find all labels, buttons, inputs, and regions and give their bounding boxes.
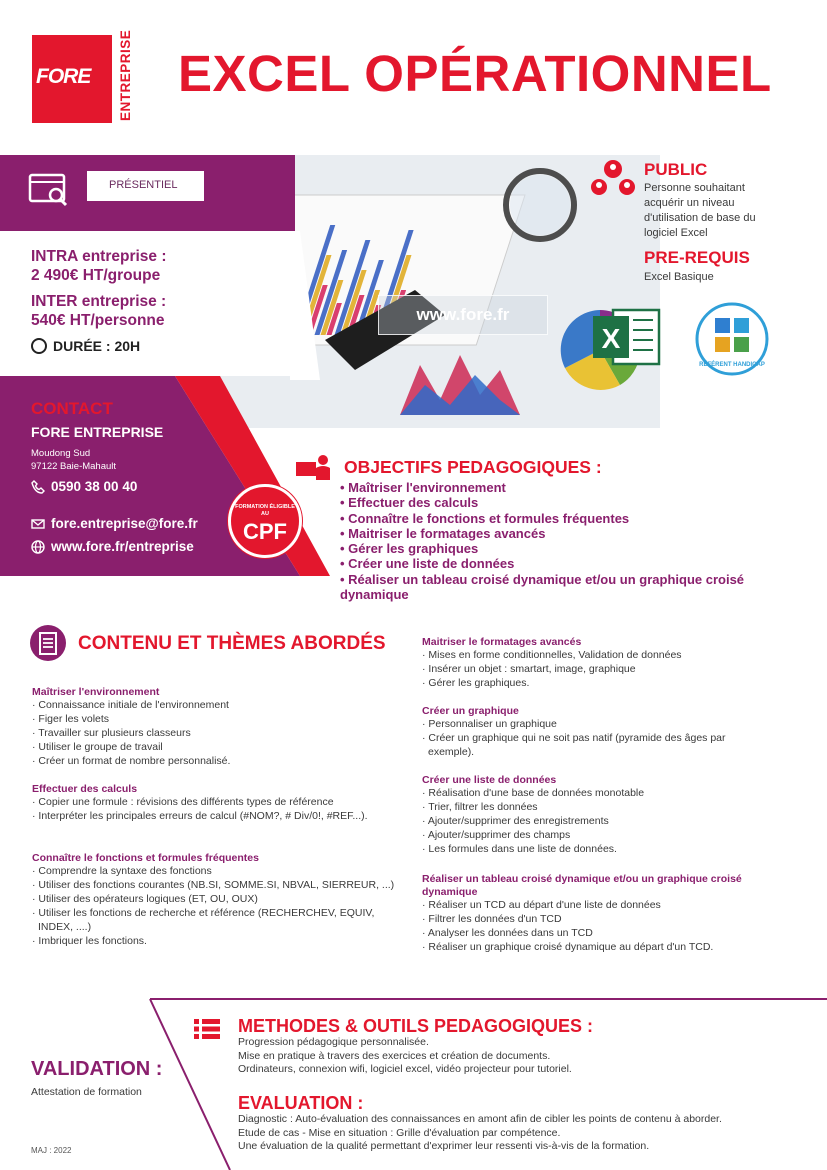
contenu-item: · Gérer les graphiques. — [422, 677, 807, 691]
contenu-item: · Personnaliser un graphique — [422, 718, 762, 732]
contenu-item: · Créer un graphique qui ne soit pas natif (pyramide des âges par exemple). — [422, 732, 762, 760]
duration-text: DURÉE : 20H — [53, 338, 141, 354]
contenu-item: · Imbriquer les fonctions. — [32, 935, 397, 949]
contenu-heading: Réaliser un tableau croisé dynamique et/ou un graphique croisé dynamique — [422, 873, 742, 898]
handicap-badge-text: RÉFÉRENT HANDICAP — [699, 362, 765, 368]
phone-number: 0590 38 00 40 — [51, 479, 138, 494]
contenu-item: · Insérer un objet : smartart, image, graphique — [422, 663, 807, 677]
public-title: PUBLIC — [644, 160, 708, 179]
contenu-item: · Réaliser un graphique croisé dynamique au départ d'un TCD. — [422, 941, 777, 955]
contenu-item: · Créer un format de nombre personnalisé. — [32, 755, 417, 769]
methodes-line: Progression pédagogique personnalisée. — [238, 1036, 429, 1048]
objectif-item: • Réaliser un tableau croisé dynamique et/ou un graphique croisé dynamique — [340, 571, 745, 603]
referent-handicap-badge — [695, 302, 769, 376]
objectif-item: • Connaître le fonctions et formules fréquentes — [340, 510, 630, 526]
company-name: FORE ENTREPRISE — [31, 424, 164, 440]
email-row[interactable] — [31, 516, 198, 531]
contenu-item: · Travailler sur plusieurs classeurs — [32, 727, 417, 741]
cpf-small-text: FORMATION ÉLIGIBLE AU — [235, 504, 295, 517]
evaluation-title: EVALUATION : — [238, 1093, 364, 1113]
contenu-item: · Ajouter/supprimer des champs — [422, 829, 807, 843]
objectif-item: • Gérer les graphiques — [340, 541, 479, 557]
contenu-heading: Créer un graphique — [422, 705, 519, 717]
page-title: EXCEL OPÉRATIONNEL — [178, 45, 772, 102]
excel-icon — [591, 306, 661, 368]
contenu-block — [422, 774, 807, 857]
list-icon — [194, 1019, 220, 1039]
update-date: MAJ : 2022 — [31, 1146, 72, 1155]
validation-title: VALIDATION : — [31, 1058, 163, 1080]
intra-price: 2 490€ HT/groupe — [31, 267, 161, 284]
evaluation-line: Diagnostic : Auto-évaluation des connaissances en amont afin de cibler les points de contenu à aborder. — [238, 1113, 722, 1125]
address-line-1: Moudong Sud — [31, 448, 91, 459]
logo-vertical-text: ENTREPRISE — [118, 29, 133, 121]
inter-price: 540€ HT/personne — [31, 312, 165, 329]
contenu-item: · Utiliser des fonctions courantes (NB.SI, SOMME.SI, NBVAL, SIERREUR, ...) — [32, 879, 397, 893]
website-banner[interactable]: www.fore.fr — [378, 295, 548, 335]
contenu-item: · Utiliser des opérateurs logiques (ET, OU, OUX) — [32, 893, 397, 907]
clock-icon — [31, 338, 47, 354]
mail-icon — [31, 517, 45, 531]
contenu-heading: Maîtriser l'environnement — [32, 686, 160, 698]
contenu-heading: Créer une liste de données — [422, 774, 557, 786]
contenu-heading: Maitriser le formatages avancés — [422, 636, 582, 648]
methodes-line: Ordinateurs, connexion wifi, logiciel excel, vidéo projecteur pour tutoriel. — [238, 1063, 572, 1075]
prerequis-title: PRE-REQUIS — [644, 248, 750, 267]
web-address: www.fore.fr/entreprise — [51, 539, 194, 554]
web-row[interactable] — [31, 539, 194, 554]
methodes-line: Mise en pratique à travers des exercices et création de documents. — [238, 1049, 551, 1062]
contenu-item: · Trier, filtrer les données — [422, 801, 807, 815]
inter-label: INTER entreprise : — [31, 293, 167, 310]
objectifs-list — [340, 480, 780, 602]
objectif-item: • Maîtriser l'environnement — [340, 480, 506, 495]
contenu-heading: Effectuer des calculs — [32, 783, 138, 795]
contenu-item: · Ajouter/supprimer des enregistrements — [422, 815, 807, 829]
contenu-block — [32, 783, 382, 824]
browser-search-icon — [28, 171, 70, 207]
validation-text: Attestation de formation — [31, 1086, 142, 1098]
public-text: Personne souhaitant acquérir un niveau d'utilisation de base du logiciel Excel — [644, 182, 756, 239]
objectif-item: • Effectuer des calculs — [340, 495, 479, 511]
contenu-heading: Connaître le fonctions et formules fréquentes — [32, 852, 259, 864]
contenu-title: CONTENU ET THÈMES ABORDÉS — [78, 633, 386, 654]
contenu-block — [32, 686, 417, 769]
people-network-icon — [589, 157, 637, 197]
cpf-badge — [228, 484, 302, 558]
document-list-icon — [29, 624, 67, 662]
contenu-item: · Connaissance initiale de l'environnement — [32, 699, 417, 713]
contenu-item: · Utiliser les fonctions de recherche et référence (RECHERCHEV, EQUIV, INDEX, ....) — [32, 907, 397, 935]
phone-row[interactable] — [31, 479, 137, 494]
contenu-item: · Interpréter les principales erreurs de calcul (#NOM?, # Div/0!, #REF...). — [32, 810, 382, 824]
methodes-text — [238, 1036, 818, 1077]
duration — [31, 338, 140, 354]
evaluation-line: Etude de cas - Mise en situation : Grille d'évaluation par compétence. — [238, 1126, 561, 1139]
logo-text: FORE — [36, 65, 91, 88]
objectif-item: • Maitriser le formatages avancés — [340, 525, 546, 541]
methodes-title: METHODES & OUTILS PEDAGOGIQUES : — [238, 1016, 594, 1036]
evaluation-line: Une évaluation de la qualité permettant d'exprimer leur ressenti vis-à-vis de la formation. — [238, 1140, 650, 1152]
trainer-icon — [296, 454, 332, 480]
intra-label: INTRA entreprise : — [31, 248, 167, 265]
contenu-block — [422, 873, 777, 955]
objectifs-title: OBJECTIFS PEDAGOGIQUES : — [344, 457, 602, 477]
contenu-item: · Mises en forme conditionnelles, Validation de données — [422, 649, 807, 663]
contenu-item: · Analyser les données dans un TCD — [422, 927, 777, 941]
phone-icon — [31, 480, 45, 494]
globe-icon — [31, 540, 45, 554]
contenu-item: · Comprendre la syntaxe des fonctions — [32, 865, 397, 879]
objectif-item: • Créer une liste de données — [340, 556, 515, 572]
address-line-2: 97122 Baie-Mahault — [31, 461, 117, 472]
contenu-block — [422, 636, 807, 691]
contact-title: CONTACT — [31, 399, 113, 418]
contenu-item: · Figer les volets — [32, 713, 417, 727]
evaluation-text — [238, 1113, 823, 1154]
cpf-big-text: CPF — [243, 519, 287, 544]
fore-entreprise-logo — [32, 29, 136, 123]
email-address: fore.entreprise@fore.fr — [51, 516, 198, 531]
format-label: PRÉSENTIEL — [87, 171, 204, 201]
contenu-item: · Filtrer les données d'un TCD — [422, 913, 777, 927]
svg-text:X: X — [601, 323, 621, 354]
contenu-item: · Copier une formule : révisions des différents types de référence — [32, 796, 382, 810]
hero-slant-cut — [290, 155, 330, 380]
contenu-item: · Utiliser le groupe de travail — [32, 741, 417, 755]
contenu-item: · Réalisation d'une base de données monotable — [422, 787, 807, 801]
contenu-item: · Les formules dans une liste de données. — [422, 843, 807, 857]
contenu-item: · Réaliser un TCD au départ d'une liste de données — [422, 899, 777, 913]
prerequis-text: Excel Basique — [644, 271, 714, 283]
contenu-block — [32, 852, 397, 948]
contenu-block — [422, 705, 762, 760]
